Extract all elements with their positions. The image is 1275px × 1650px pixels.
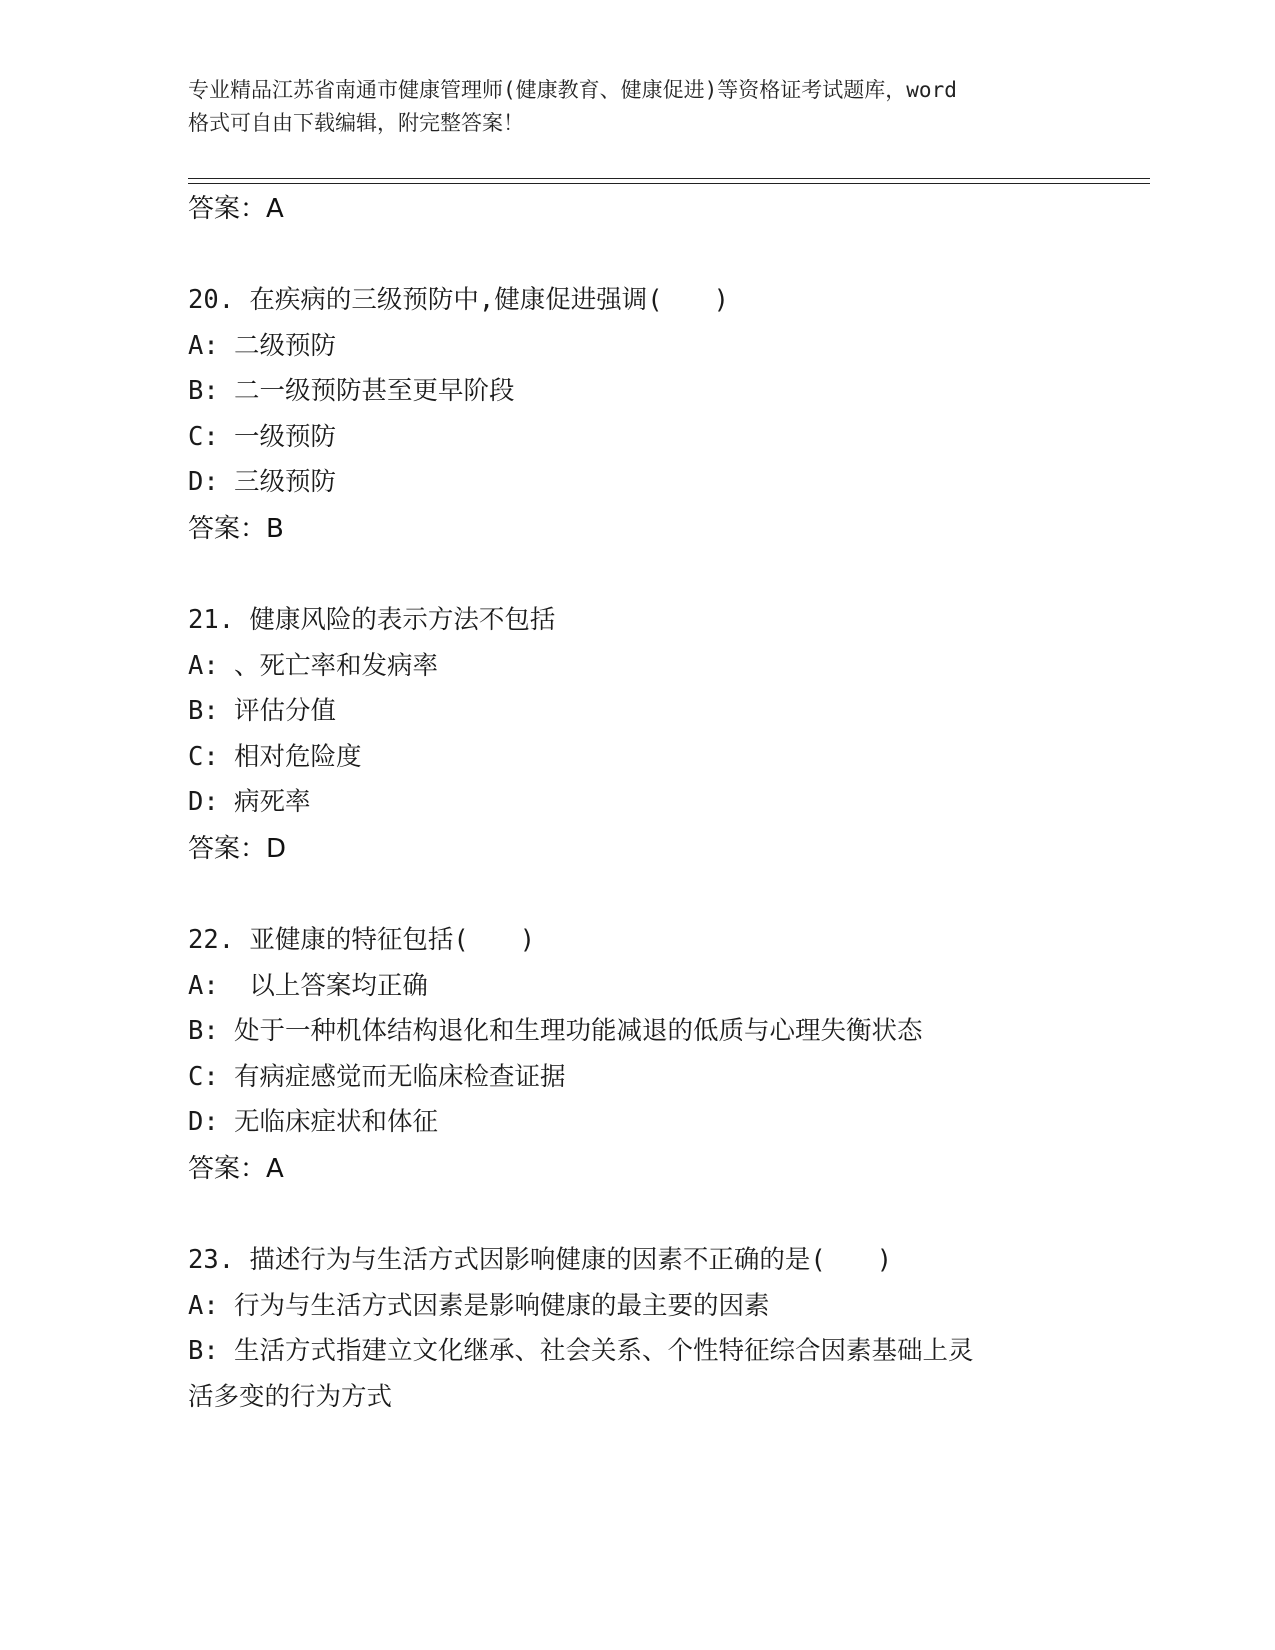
question-block [188, 1238, 1088, 1420]
answer-line: 答案：A [188, 1153, 284, 1184]
page-header [188, 74, 1088, 140]
option-c: C: 相对危险度 [188, 741, 362, 772]
question-title: 20. 在疾病的三级预防中,健康促进强调( ) [188, 285, 729, 315]
option-a: A: 二级预防 [188, 330, 337, 361]
option-b: B: 处于一种机体结构退化和生理功能减退的低质与心理失衡状态 [188, 1016, 923, 1047]
header-divider-bottom [188, 183, 1150, 184]
option-a: A: 、死亡率和发病率 [188, 650, 439, 681]
option-a: A: 以上答案均正确 [188, 970, 428, 1001]
question-title: 22. 亚健康的特征包括( ) [188, 924, 536, 955]
question-block [188, 278, 1088, 552]
option-b: B: 生活方式指建立文化继承、社会关系、个性特征综合因素基础上灵 [188, 1336, 974, 1367]
option-d: D: 三级预防 [188, 467, 337, 498]
question-list [188, 186, 1088, 1420]
question-block [188, 918, 1088, 1192]
option-a: A: 行为与生活方式因素是影响健康的最主要的因素 [188, 1290, 770, 1321]
answer-line: 答案：B [188, 513, 284, 544]
header-line-2: 格式可自由下载编辑，附完整答案！ [188, 111, 524, 135]
option-d: D: 病死率 [188, 787, 311, 818]
option-c: C: 一级预防 [188, 421, 337, 452]
option-d: D: 无临床症状和体征 [188, 1107, 439, 1138]
header-line-1: 专业精品江苏省南通市健康管理师(健康教育、健康促进)等资格证考试题库，word [188, 78, 957, 102]
option-b: B: 二一级预防甚至更早阶段 [188, 376, 515, 407]
header-divider-top [188, 178, 1150, 179]
question-title: 21. 健康风险的表示方法不包括 [188, 604, 556, 635]
option-b-continued: 活多变的行为方式 [188, 1381, 393, 1412]
option-b: B: 评估分值 [188, 696, 337, 727]
question-block [188, 598, 1088, 872]
option-c: C: 有病症感觉而无临床检查证据 [188, 1061, 566, 1092]
question-title: 23. 描述行为与生活方式因影响健康的因素不正确的是( ) [188, 1244, 893, 1275]
answer-line: 答案：D [188, 833, 287, 864]
answer-line: 答案：A [188, 194, 284, 224]
